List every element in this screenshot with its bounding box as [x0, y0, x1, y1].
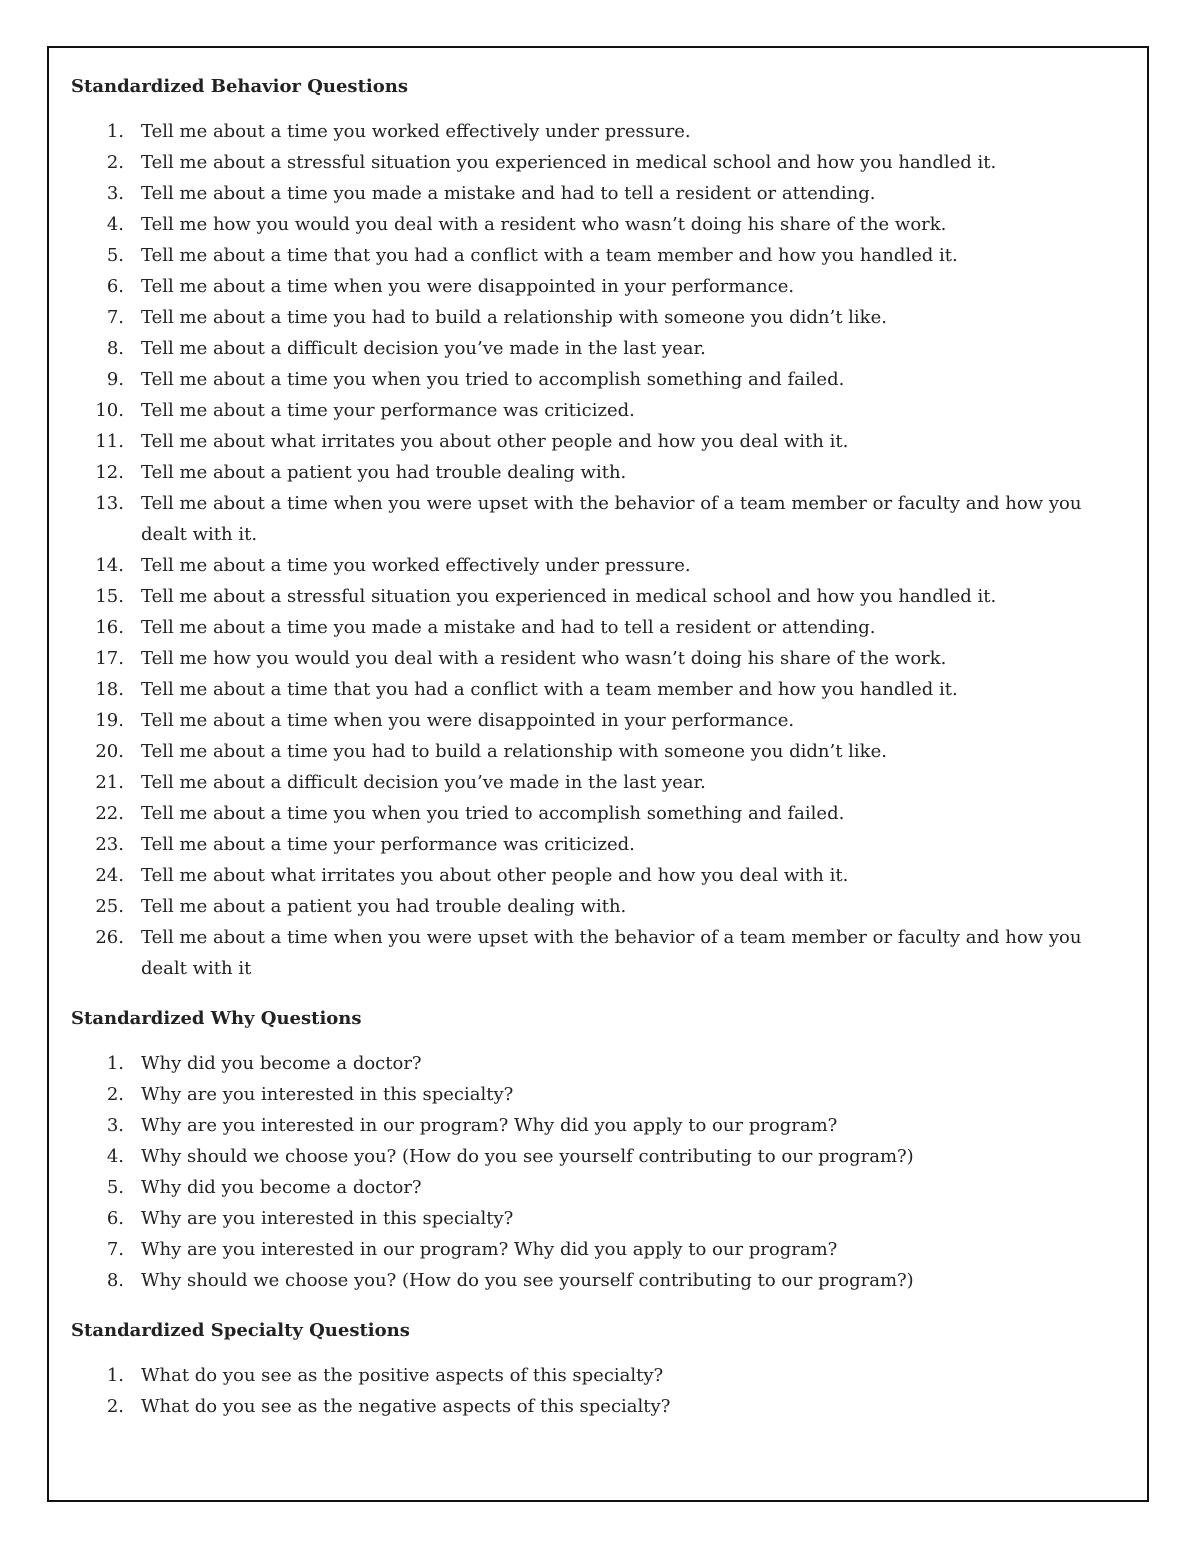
question-list	[71, 1048, 1113, 1296]
list-item	[71, 1110, 1113, 1141]
list-item-text: Tell me about a time when you were upset with the behavior of a team member or faculty and how you dealt with it.	[141, 493, 1082, 545]
list-item-number: 2.	[106, 1084, 124, 1105]
list-item	[71, 426, 1113, 457]
list-item-text: What do you see as the negative aspects of this specialty?	[141, 1396, 671, 1417]
list-item-number: 25.	[95, 896, 124, 917]
list-item	[71, 333, 1113, 364]
list-item-text: Tell me about a time you had to build a relationship with someone you didn’t like.	[141, 741, 887, 762]
document-content	[71, 76, 1113, 1422]
list-item	[71, 178, 1113, 209]
question-list	[71, 1360, 1113, 1422]
list-item-number: 15.	[95, 586, 124, 607]
list-item-number: 6.	[106, 276, 124, 297]
list-item-number: 3.	[106, 183, 124, 204]
list-item	[71, 147, 1113, 178]
list-item	[71, 1141, 1113, 1172]
list-item-text: Tell me about a time your performance was criticized.	[141, 834, 635, 855]
list-item-number: 13.	[95, 493, 124, 514]
list-item-number: 5.	[106, 1177, 124, 1198]
list-item-number: 6.	[106, 1208, 124, 1229]
list-item-number: 2.	[106, 1396, 124, 1417]
list-item	[71, 643, 1113, 674]
list-item-number: 8.	[106, 338, 124, 359]
list-item-text: Tell me about a time that you had a conflict with a team member and how you handled it.	[141, 245, 958, 266]
list-item-text: Why should we choose you? (How do you see yourself contributing to our program?)	[141, 1270, 914, 1291]
list-item-text: Tell me about a patient you had trouble dealing with.	[141, 896, 627, 917]
section-spacer	[71, 1296, 1113, 1320]
list-item	[71, 829, 1113, 860]
list-item	[71, 209, 1113, 240]
list-item	[71, 891, 1113, 922]
list-item-text: Tell me about a time when you were upset with the behavior of a team member or faculty and how you dealt with it	[141, 927, 1082, 979]
section-spacer	[71, 984, 1113, 1008]
list-item	[71, 395, 1113, 426]
list-item	[71, 1391, 1113, 1422]
list-item	[71, 1172, 1113, 1203]
list-item-text: Tell me how you would you deal with a resident who wasn’t doing his share of the work.	[141, 214, 947, 235]
list-item-text: Tell me about a time that you had a conflict with a team member and how you handled it.	[141, 679, 958, 700]
list-item-text: Tell me about a difficult decision you’ve made in the last year.	[141, 338, 706, 359]
page-frame	[47, 46, 1149, 1502]
list-item	[71, 860, 1113, 891]
list-item-text: Tell me about a time you had to build a relationship with someone you didn’t like.	[141, 307, 887, 328]
list-item-number: 16.	[95, 617, 124, 638]
list-item	[71, 674, 1113, 705]
list-item-number: 7.	[106, 307, 124, 328]
list-item-number: 10.	[95, 400, 124, 421]
specialty-questions-section	[71, 1320, 1113, 1422]
list-item-number: 1.	[106, 121, 124, 142]
list-item-text: Why should we choose you? (How do you see yourself contributing to our program?)	[141, 1146, 914, 1167]
behavior-questions-section	[71, 76, 1113, 984]
list-item-text: Why did you become a doctor?	[141, 1053, 422, 1074]
list-item-number: 22.	[95, 803, 124, 824]
list-item	[71, 240, 1113, 271]
section-title: Standardized Specialty Questions	[71, 1320, 410, 1341]
list-item-number: 1.	[106, 1365, 124, 1386]
list-item-text: Why are you interested in our program? Why did you apply to our program?	[141, 1115, 838, 1136]
list-item-text: Why are you interested in our program? Why did you apply to our program?	[141, 1239, 838, 1260]
list-item	[71, 1360, 1113, 1391]
list-item-number: 8.	[106, 1270, 124, 1291]
list-item-number: 14.	[95, 555, 124, 576]
list-item	[71, 705, 1113, 736]
list-item-number: 21.	[95, 772, 124, 793]
list-item-text: Tell me about a stressful situation you experienced in medical school and how you handled it.	[141, 152, 997, 173]
section-title: Standardized Behavior Questions	[71, 76, 408, 97]
list-item-text: Tell me about a time when you were disappointed in your performance.	[141, 276, 795, 297]
list-item-text: What do you see as the positive aspects of this specialty?	[141, 1365, 664, 1386]
list-item	[71, 798, 1113, 829]
list-item	[71, 550, 1113, 581]
list-item-number: 3.	[106, 1115, 124, 1136]
list-item-text: Tell me about a difficult decision you’ve made in the last year.	[141, 772, 706, 793]
list-item-number: 20.	[95, 741, 124, 762]
list-item-text: Tell me about a time you when you tried to accomplish something and failed.	[141, 369, 845, 390]
why-questions-section	[71, 1008, 1113, 1296]
list-item-text: Tell me about a time you worked effectively under pressure.	[141, 121, 691, 142]
list-item-text: Tell me about a time when you were disappointed in your performance.	[141, 710, 795, 731]
list-item-text: Tell me about a patient you had trouble dealing with.	[141, 462, 627, 483]
list-item-text: Tell me about a time your performance was criticized.	[141, 400, 635, 421]
section-title: Standardized Why Questions	[71, 1008, 362, 1029]
list-item	[71, 302, 1113, 333]
list-item-text: Tell me about what irritates you about other people and how you deal with it.	[141, 865, 849, 886]
list-item	[71, 271, 1113, 302]
list-item-number: 17.	[95, 648, 124, 669]
list-item-number: 18.	[95, 679, 124, 700]
list-item-text: Tell me about a time you worked effectively under pressure.	[141, 555, 691, 576]
list-item-number: 12.	[95, 462, 124, 483]
list-item-text: Why are you interested in this specialty?	[141, 1208, 514, 1229]
list-item-text: Tell me about a time you made a mistake and had to tell a resident or attending.	[141, 183, 876, 204]
list-item	[71, 488, 1113, 550]
list-item-text: Tell me about what irritates you about other people and how you deal with it.	[141, 431, 849, 452]
list-item-text: Tell me about a time you made a mistake and had to tell a resident or attending.	[141, 617, 876, 638]
list-item-number: 4.	[106, 1146, 124, 1167]
question-list	[71, 116, 1113, 984]
list-item-text: Why are you interested in this specialty?	[141, 1084, 514, 1105]
list-item-number: 9.	[106, 369, 124, 390]
list-item	[71, 1234, 1113, 1265]
list-item	[71, 767, 1113, 798]
list-item-number: 19.	[95, 710, 124, 731]
list-item	[71, 1079, 1113, 1110]
list-item	[71, 581, 1113, 612]
list-item-number: 4.	[106, 214, 124, 235]
list-item	[71, 364, 1113, 395]
list-item	[71, 612, 1113, 643]
list-item-text: Tell me about a time you when you tried to accomplish something and failed.	[141, 803, 845, 824]
list-item-number: 23.	[95, 834, 124, 855]
list-item	[71, 1203, 1113, 1234]
list-item-number: 7.	[106, 1239, 124, 1260]
list-item-number: 5.	[106, 245, 124, 266]
list-item-number: 11.	[95, 431, 124, 452]
list-item	[71, 1048, 1113, 1079]
list-item	[71, 736, 1113, 767]
list-item	[71, 457, 1113, 488]
list-item-text: Tell me about a stressful situation you experienced in medical school and how you handled it.	[141, 586, 997, 607]
list-item	[71, 1265, 1113, 1296]
list-item-number: 2.	[106, 152, 124, 173]
list-item	[71, 116, 1113, 147]
list-item-text: Why did you become a doctor?	[141, 1177, 422, 1198]
list-item-number: 1.	[106, 1053, 124, 1074]
list-item	[71, 922, 1113, 984]
list-item-number: 26.	[95, 927, 124, 948]
list-item-number: 24.	[95, 865, 124, 886]
list-item-text: Tell me how you would you deal with a resident who wasn’t doing his share of the work.	[141, 648, 947, 669]
